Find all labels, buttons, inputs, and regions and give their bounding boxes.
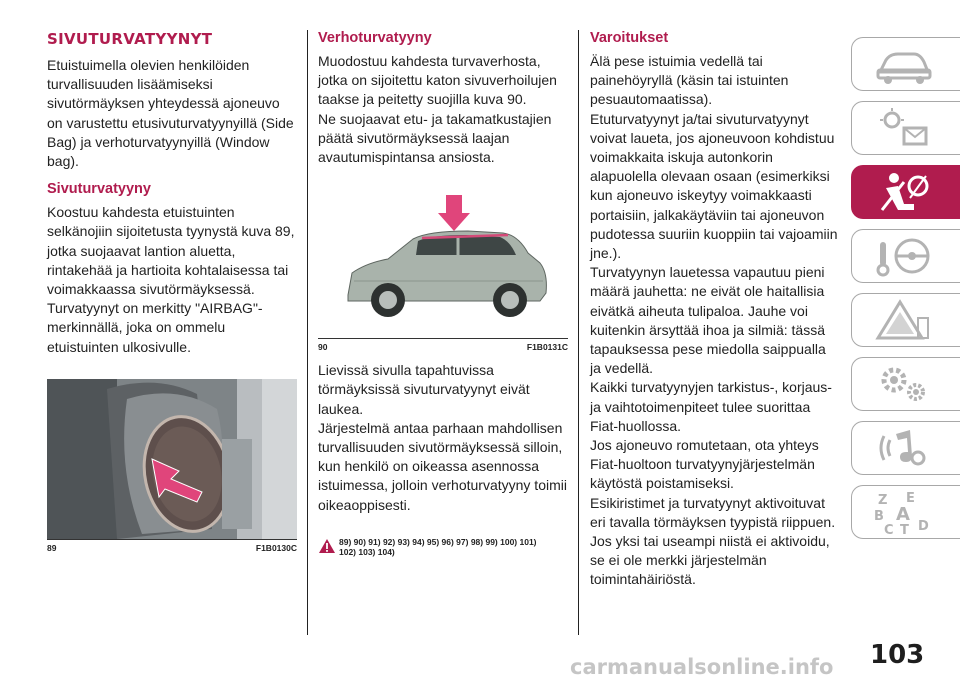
figure-number: 89 [47,542,57,553]
warning-lights-icon [874,106,934,150]
intro-paragraph: Etuistuimella olevien henkilöiden turvallisuuden lisäämiseksi sivutörmäyksen yhteydessä ajoneuvo on varustettu etusivuturvatyynyillä (Side Bag) ja verhoturvatyynyillä (Window bag). [47,57,294,170]
column-1 [47,30,297,553]
svg-text:E: E [906,491,915,506]
warnings-heading: Varoitukset [590,30,669,46]
maintenance-icon [874,362,934,406]
tab-emergency[interactable] [851,293,960,347]
warnings-paragraph: Älä pese istuimia vedellä tai painehöyryllä (käsin tai istuinten pesuautomaatissa). Etuturvatyynyt ja/tai sivuturvatyynyt voivat laueta, jos ajoneuvoon kohdistuu voimakkaita iskuja autonkorin alapuolella olevaan osaan (esimerkiksi kun ajoneuvo iskeytyy voimakkaasti portaisiin, jalkakäytäviin tai ajoneuvon pudotessa suuriin kuoppiin tai vajoamiin jne.). Turvatyynyn lauetessa vapautuu pieni määrä jauhetta: ne eivät ole haitallisia eivätkä aiheuta tulipaloa. Jauhe voi kuitenkin ärsyttää ihoa ja silmiä: tässä tapauksessa pese miedolla saippualla ja vedellä. Kaikki turvatyynyjen tarkistus-, korjaus- ja vaihtotoimenpiteet tulee suorittaa Fiat-huollossa. Jos ajoneuvo romutetaan, ota yhteys Fiat-huoltoon turvatyynyjärjestelmän käytöstä poistamiseksi. Esikiristimet ja turvatyynyt aktivoituvat eri tavalla törmäyksen tyypistä riippuen. Jos yksi tai useampi niistä ei aktivoidu, se ei ole merkki järjestelmän toimintahäiriöstä. [590,53,838,588]
warning-references [318,537,570,557]
multimedia-icon [874,426,934,470]
tab-car-overview[interactable] [851,37,960,91]
warning-reference-list: 89) 90) 91) 92) 93) 94) 95) 96) 97) 98) 99) 100) 101) 102) 103) 104) [339,536,537,557]
curtain-airbag-paragraph: Muodostuu kahdesta turvaverhosta, jotka on sijoitettu katon sivuverhoilujen taakse ja peitetty suojilla kuva 90. Ne suojaavat etu- ja takamatkustajien päätä sivutörmäyksessä laajan avautumispintansa ansiosta. [318,53,557,166]
svg-text:C: C [884,523,894,534]
chapter-tabs [851,37,960,549]
key-steering-icon [874,234,934,278]
svg-text:D: D [918,519,929,534]
tab-safety[interactable] [851,165,960,219]
seat-airbag-photo [47,379,297,539]
tab-starting-driving[interactable] [851,229,960,283]
svg-text:A: A [896,504,910,525]
tab-warning-lights[interactable] [851,101,960,155]
page-number: 103 [870,640,925,670]
figure-code: F1B0131C [526,342,568,353]
emergency-icon [874,298,934,342]
figure-number: 90 [318,342,328,353]
svg-text:T: T [900,523,909,534]
column-2 [318,30,570,557]
figure-code: F1B0130C [255,542,297,553]
svg-text:Z: Z [878,493,888,508]
car-illustration [318,183,568,338]
car-overview-icon [874,42,934,86]
index-icon [874,490,934,534]
figure-89 [47,379,297,553]
curtain-airbag-heading: Verhoturvatyyny [318,30,432,46]
side-airbag-heading: Sivuturvatyyny [47,181,151,198]
column-3 [590,30,840,590]
warning-triangle-icon [318,538,336,554]
figure-90 [318,183,568,353]
tab-maintenance[interactable] [851,357,960,411]
watermark: carmanualsonline.info [570,655,834,679]
deployment-paragraph: Lievissä sivulla tapahtuvissa törmäyksissä sivuturvatyynyt eivät laukea. Järjestelmä antaa parhaan mahdollisen turvallisuuden sivutörmäyksessä silloin, kun henkilö on oikeassa asennossa istuimessa, jolloin verhoturvatyyny toimii oikeaoppisesti. [318,362,567,513]
tab-multimedia[interactable] [851,421,960,475]
seat-airbag-icon [874,170,934,214]
section-heading: SIVUTURVATYYNYT [47,30,213,48]
tab-index[interactable] [851,485,960,539]
svg-text:B: B [874,509,884,524]
column-divider [307,30,308,635]
side-airbag-paragraph: Koostuu kahdesta etuistuinten selkänojiin sijoitetusta tyynystä kuva 89, jotka suojaavat lantion aluetta, rintakehää ja hartioita kohtalaisessa tai voimakkaassa sivutörmäyksessä. Turvatyynyt on merkitty "AIRBAG"- merkinnällä, joka on ommelu etuistuinten ulkosivulle. [47,204,295,355]
column-divider [578,30,579,635]
